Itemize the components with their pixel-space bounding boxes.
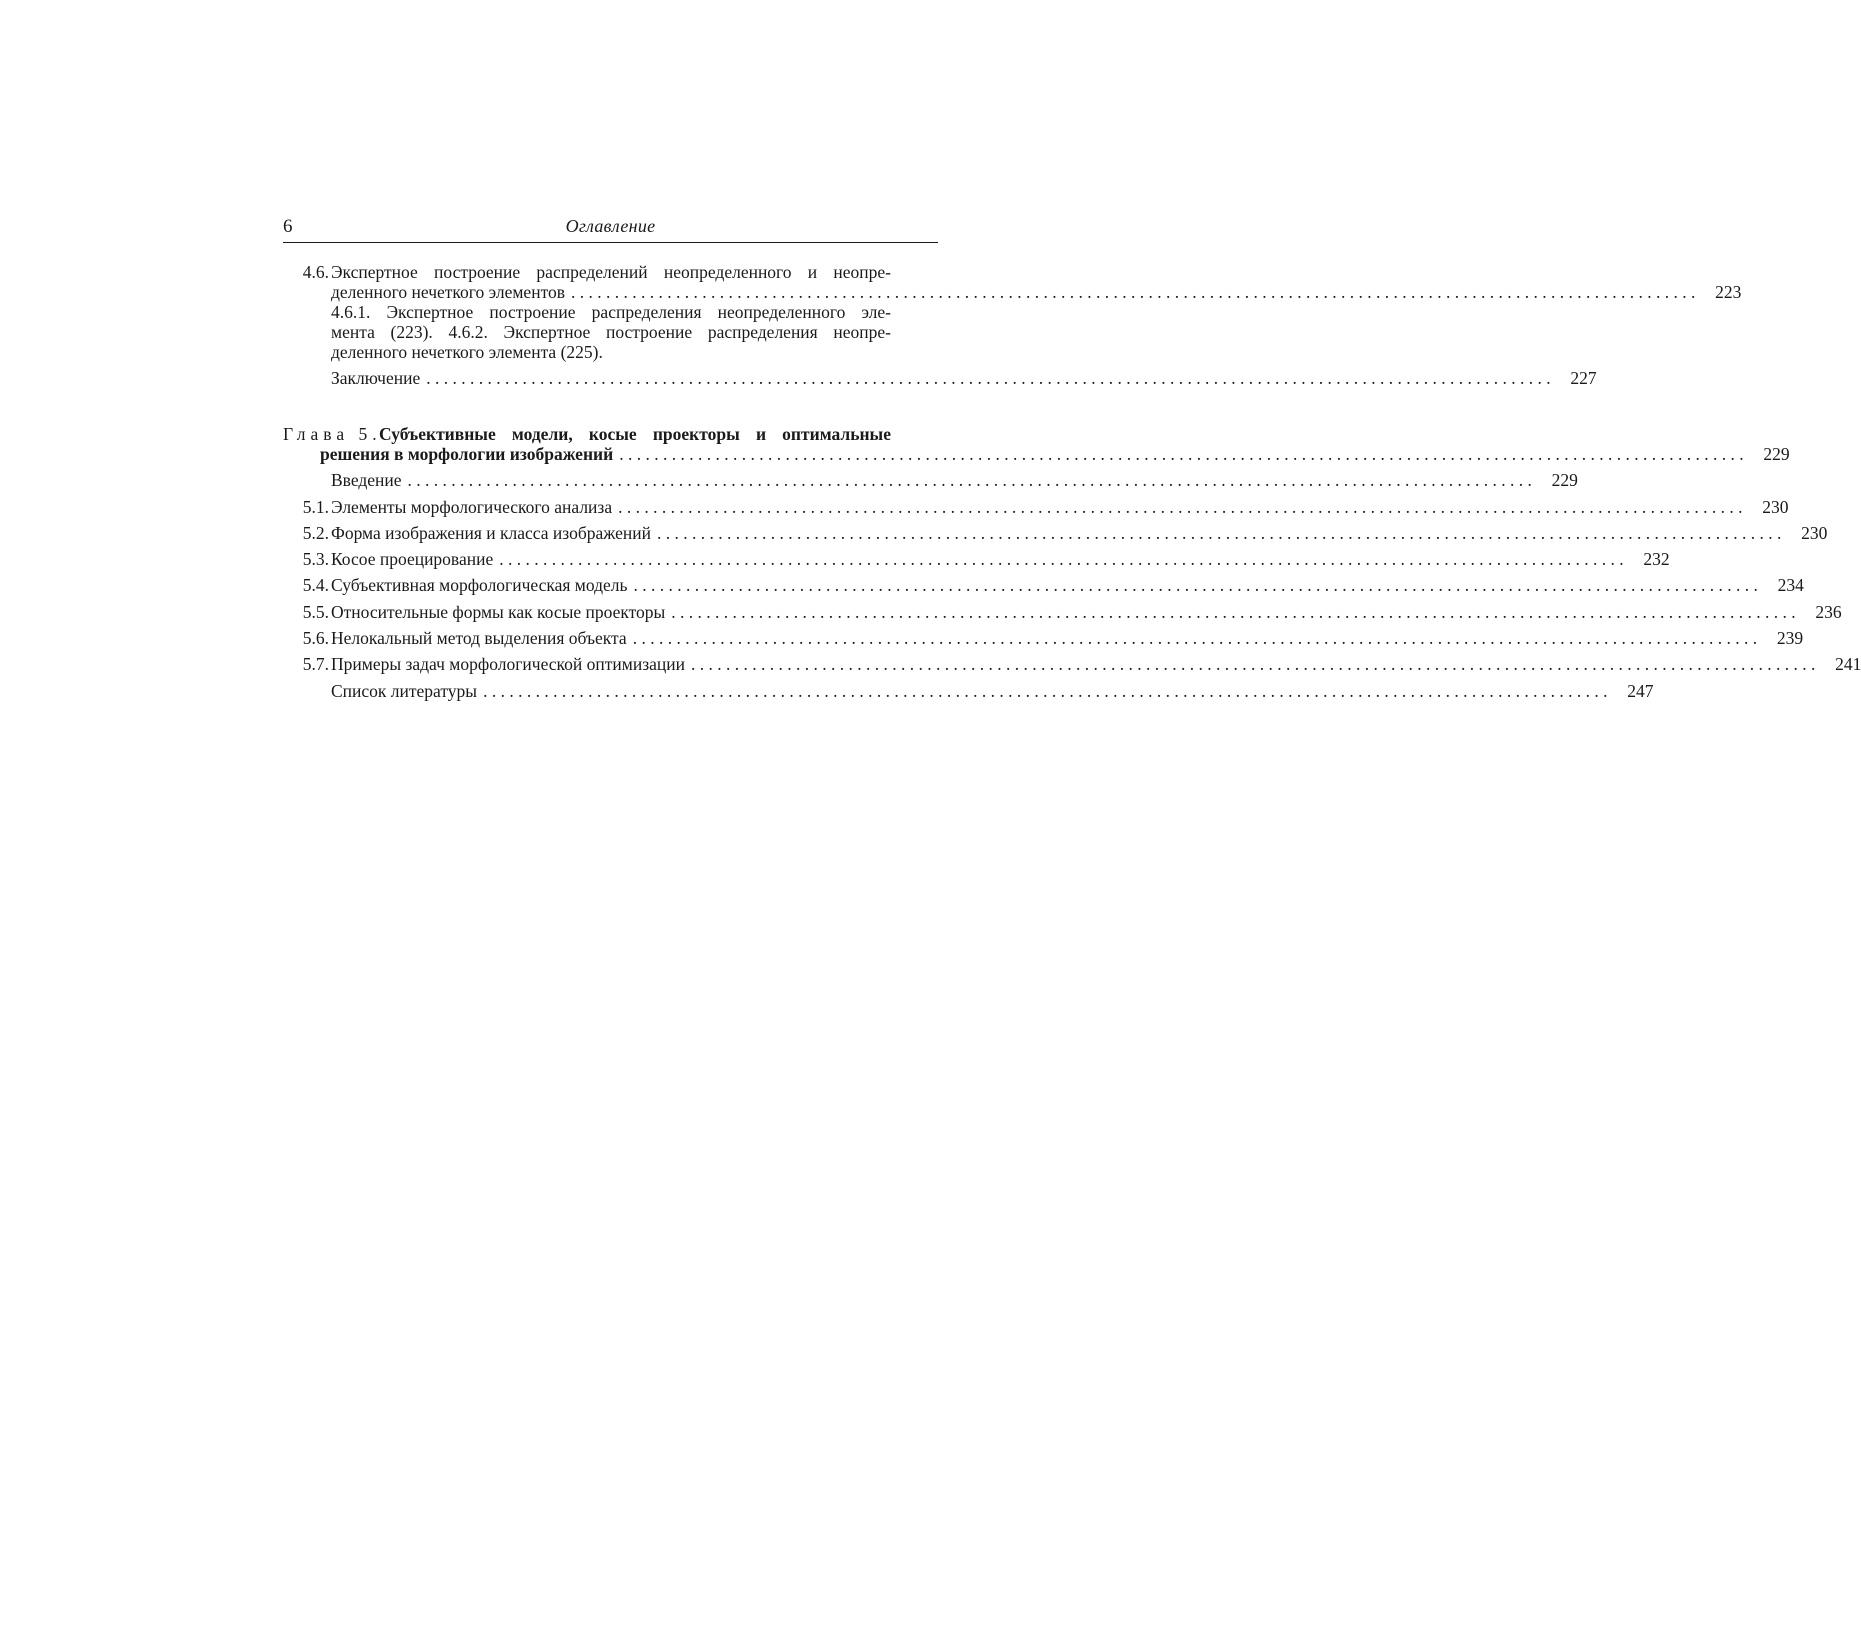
subsection-list: [283, 302, 938, 362]
entry-label: Относительные формы как косые проекторы: [331, 601, 666, 622]
dot-leader: [612, 497, 1742, 517]
entry-label: Нелокальный метод выделения объекта: [331, 628, 627, 649]
toc-entry[interactable]: [283, 654, 1861, 675]
entry-label: Элементы морфологического анализа: [331, 496, 613, 517]
dot-leader: [685, 654, 1815, 674]
section-number: 5.3.: [302, 549, 329, 570]
section-number: 5.4.: [302, 575, 329, 596]
page-ref: 234: [1777, 575, 1804, 596]
entry-label: Введение: [331, 470, 402, 491]
toc-chapter-5[interactable]: [283, 424, 1790, 464]
section-number: 5.6.: [302, 628, 329, 649]
toc-entry-4-6[interactable]: [283, 262, 1742, 302]
page-ref: 230: [1762, 496, 1789, 517]
chapter-title-line: решения в морфологии изображений: [320, 444, 614, 464]
dot-leader: [627, 628, 1757, 648]
page-number: 6: [283, 216, 293, 237]
chapter-prefix: Глава 5.: [283, 424, 382, 444]
page-ref: 227: [1570, 368, 1597, 388]
chapter-title-line: Субъективные модели, косые проекторы и оптимальные: [379, 424, 891, 444]
dot-leader: [613, 444, 1743, 464]
toc-entry[interactable]: [283, 628, 1804, 649]
dot-leader: [420, 368, 1550, 388]
subsection-line: деленного нечеткого элемента (225).: [331, 342, 603, 362]
entry-label: Заключение: [331, 368, 421, 388]
page-ref: 232: [1643, 549, 1670, 570]
section-number: 5.5.: [302, 601, 329, 622]
subsection-line: мента (223). 4.6.2. Экспертное построение распределения неопре-: [331, 322, 891, 342]
entry-label: Форма изображения и класса изображений: [331, 522, 651, 543]
toc-entry[interactable]: [283, 496, 1789, 517]
dot-leader: [477, 681, 1607, 701]
toc-entry[interactable]: [283, 470, 1578, 491]
page-ref: 230: [1801, 522, 1828, 543]
toc-entry[interactable]: [283, 680, 1654, 701]
dot-leader: [565, 282, 1695, 302]
page-ref: 247: [1627, 680, 1654, 701]
dot-leader: [651, 523, 1781, 543]
toc-entry[interactable]: [283, 575, 1804, 596]
page-ref: 241: [1835, 654, 1861, 675]
toc-entry-conclusion[interactable]: [283, 368, 1597, 388]
page-ref: 239: [1776, 628, 1804, 649]
dot-leader: [628, 575, 1758, 595]
running-title: Оглавление: [565, 216, 656, 236]
entry-label: Список литературы: [331, 680, 478, 701]
page-ref: 229: [1551, 470, 1578, 491]
section-number: 4.6.: [302, 262, 329, 282]
page-ref: 223: [1715, 282, 1742, 302]
entry-label: Примеры задач морфологической оптимизации: [331, 654, 685, 675]
entry-text-line: деленного нечеткого элементов: [331, 282, 565, 302]
page-ref: 229: [1763, 444, 1790, 464]
dot-leader: [493, 549, 1623, 569]
running-header: [283, 216, 938, 243]
section-number: 5.1.: [302, 496, 329, 517]
subsection-line: 4.6.1. Экспертное построение распределения неопределенного эле-: [331, 302, 891, 322]
section-number: 5.7.: [302, 654, 329, 675]
entry-label: Косое проецирование: [331, 549, 494, 570]
entry-label: Субъективная морфологическая модель: [331, 575, 628, 596]
table-of-contents: [283, 262, 1861, 701]
dot-leader: [665, 602, 1795, 622]
toc-entry[interactable]: [283, 601, 1842, 622]
dot-leader: [402, 470, 1532, 490]
entry-text-line: Экспертное построение распределений неопределенного и неопре-: [331, 262, 891, 282]
section-number: 5.2.: [302, 522, 329, 543]
toc-entry[interactable]: [283, 522, 1828, 543]
toc-entry[interactable]: [283, 549, 1670, 570]
page-ref: 236: [1815, 601, 1842, 622]
